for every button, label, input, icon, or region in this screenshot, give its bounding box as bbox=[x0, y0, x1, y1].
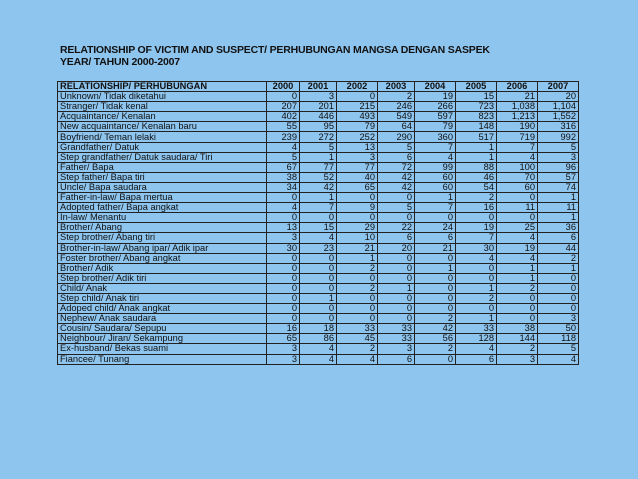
relationship-cell: Cousin/ Saudara/ Sepupu bbox=[58, 324, 267, 334]
count-cell: 2 bbox=[415, 314, 456, 324]
table-row bbox=[58, 203, 579, 213]
count-cell: 20 bbox=[538, 92, 579, 102]
count-cell: 446 bbox=[300, 112, 337, 122]
count-cell: 16 bbox=[267, 324, 300, 334]
count-cell: 1 bbox=[378, 283, 415, 293]
count-cell: 1 bbox=[300, 152, 337, 162]
header-relationship: RELATIONSHIP/ PERHUBUNGAN bbox=[58, 82, 267, 92]
count-cell: 95 bbox=[300, 122, 337, 132]
title-line-1: RELATIONSHIP OF VICTIM AND SUSPECT/ PERHUBUNGAN MANGSA DENGAN SASPEK bbox=[60, 44, 490, 56]
count-cell: 4 bbox=[497, 152, 538, 162]
count-cell: 0 bbox=[378, 253, 415, 263]
count-cell: 4 bbox=[497, 253, 538, 263]
count-cell: 70 bbox=[497, 172, 538, 182]
count-cell: 0 bbox=[415, 213, 456, 223]
count-cell: 3 bbox=[538, 314, 579, 324]
table-row bbox=[58, 112, 579, 122]
count-cell: 4 bbox=[300, 354, 337, 364]
count-cell: 1,104 bbox=[538, 102, 579, 112]
count-cell: 0 bbox=[415, 293, 456, 303]
count-cell: 18 bbox=[300, 324, 337, 334]
count-cell: 33 bbox=[378, 324, 415, 334]
table-row bbox=[58, 334, 579, 344]
count-cell: 7 bbox=[415, 203, 456, 213]
count-cell: 215 bbox=[337, 102, 378, 112]
relationship-cell: Step grandfather/ Datuk saudara/ Tiri bbox=[58, 152, 267, 162]
count-cell: 2 bbox=[337, 283, 378, 293]
count-cell: 21 bbox=[337, 243, 378, 253]
count-cell: 0 bbox=[378, 293, 415, 303]
count-cell: 0 bbox=[337, 92, 378, 102]
relationship-cell: Brother-in-law/ Abang ipar/ Adik ipar bbox=[58, 243, 267, 253]
count-cell: 266 bbox=[415, 102, 456, 112]
count-cell: 46 bbox=[456, 172, 497, 182]
count-cell: 24 bbox=[415, 223, 456, 233]
count-cell: 144 bbox=[497, 334, 538, 344]
count-cell: 0 bbox=[300, 263, 337, 273]
count-cell: 0 bbox=[337, 193, 378, 203]
count-cell: 79 bbox=[337, 122, 378, 132]
table-body bbox=[58, 92, 579, 365]
count-cell: 2 bbox=[415, 344, 456, 354]
count-cell: 2 bbox=[456, 293, 497, 303]
count-cell: 0 bbox=[300, 314, 337, 324]
count-cell: 100 bbox=[497, 162, 538, 172]
count-cell: 77 bbox=[300, 162, 337, 172]
count-cell: 33 bbox=[378, 334, 415, 344]
count-cell: 19 bbox=[497, 243, 538, 253]
count-cell: 30 bbox=[267, 243, 300, 253]
table-row bbox=[58, 304, 579, 314]
count-cell: 4 bbox=[456, 253, 497, 263]
count-cell: 723 bbox=[456, 102, 497, 112]
table-row bbox=[58, 314, 579, 324]
count-cell: 4 bbox=[300, 233, 337, 243]
count-cell: 9 bbox=[337, 203, 378, 213]
count-cell: 0 bbox=[337, 304, 378, 314]
relationship-cell: Step brother/ Abang tiri bbox=[58, 233, 267, 243]
count-cell: 0 bbox=[456, 213, 497, 223]
count-cell: 6 bbox=[378, 233, 415, 243]
count-cell: 0 bbox=[415, 253, 456, 263]
table-row bbox=[58, 162, 579, 172]
count-cell: 0 bbox=[337, 273, 378, 283]
count-cell: 77 bbox=[337, 162, 378, 172]
table-row bbox=[58, 193, 579, 203]
count-cell: 0 bbox=[497, 314, 538, 324]
count-cell: 5 bbox=[267, 152, 300, 162]
count-cell: 0 bbox=[300, 304, 337, 314]
count-cell: 7 bbox=[300, 203, 337, 213]
count-cell: 0 bbox=[378, 314, 415, 324]
count-cell: 493 bbox=[337, 112, 378, 122]
relationship-cell: Unknown/ Tidak diketahui bbox=[58, 92, 267, 102]
relationship-cell: Step brother/ Adik tiri bbox=[58, 273, 267, 283]
count-cell: 0 bbox=[378, 213, 415, 223]
count-cell: 290 bbox=[378, 132, 415, 142]
count-cell: 201 bbox=[300, 102, 337, 112]
count-cell: 4 bbox=[538, 354, 579, 364]
count-cell: 52 bbox=[300, 172, 337, 182]
count-cell: 402 bbox=[267, 112, 300, 122]
count-cell: 50 bbox=[538, 324, 579, 334]
count-cell: 0 bbox=[267, 193, 300, 203]
count-cell: 1 bbox=[538, 263, 579, 273]
table-row bbox=[58, 233, 579, 243]
count-cell: 36 bbox=[538, 223, 579, 233]
count-cell: 21 bbox=[415, 243, 456, 253]
count-cell: 2 bbox=[497, 283, 538, 293]
count-cell: 0 bbox=[337, 213, 378, 223]
count-cell: 0 bbox=[267, 253, 300, 263]
table-row bbox=[58, 142, 579, 152]
count-cell: 0 bbox=[267, 304, 300, 314]
count-cell: 0 bbox=[267, 92, 300, 102]
count-cell: 5 bbox=[378, 203, 415, 213]
count-cell: 5 bbox=[378, 142, 415, 152]
count-cell: 60 bbox=[497, 182, 538, 192]
relationship-cell: Stranger/ Tidak kenal bbox=[58, 102, 267, 112]
count-cell: 1 bbox=[538, 213, 579, 223]
count-cell: 13 bbox=[337, 142, 378, 152]
count-cell: 1 bbox=[538, 193, 579, 203]
count-cell: 3 bbox=[497, 354, 538, 364]
count-cell: 0 bbox=[300, 283, 337, 293]
count-cell: 360 bbox=[415, 132, 456, 142]
count-cell: 56 bbox=[415, 334, 456, 344]
count-cell: 67 bbox=[267, 162, 300, 172]
relationship-cell: Adoped child/ Anak angkat bbox=[58, 304, 267, 314]
title-line-2: YEAR/ TAHUN 2000-2007 bbox=[60, 56, 180, 68]
count-cell: 2 bbox=[337, 263, 378, 273]
count-cell: 60 bbox=[415, 172, 456, 182]
count-cell: 0 bbox=[267, 283, 300, 293]
count-cell: 42 bbox=[415, 324, 456, 334]
count-cell: 6 bbox=[456, 354, 497, 364]
count-cell: 1 bbox=[497, 273, 538, 283]
count-cell: 1 bbox=[415, 193, 456, 203]
relationship-cell: Foster brother/ Abang angkat bbox=[58, 253, 267, 263]
count-cell: 42 bbox=[300, 182, 337, 192]
count-cell: 1,552 bbox=[538, 112, 579, 122]
page-title bbox=[60, 44, 620, 68]
count-cell: 0 bbox=[337, 314, 378, 324]
count-cell: 1 bbox=[497, 263, 538, 273]
count-cell: 1 bbox=[456, 152, 497, 162]
count-cell: 252 bbox=[337, 132, 378, 142]
table-row bbox=[58, 283, 579, 293]
count-cell: 1,038 bbox=[497, 102, 538, 112]
table-row bbox=[58, 344, 579, 354]
count-cell: 1 bbox=[300, 293, 337, 303]
count-cell: 0 bbox=[267, 263, 300, 273]
count-cell: 1,213 bbox=[497, 112, 538, 122]
count-cell: 0 bbox=[497, 193, 538, 203]
count-cell: 0 bbox=[300, 213, 337, 223]
relationship-cell: Father/ Bapa bbox=[58, 162, 267, 172]
table-row bbox=[58, 152, 579, 162]
relationship-cell: Grandfather/ Datuk bbox=[58, 142, 267, 152]
count-cell: 2 bbox=[337, 344, 378, 354]
count-cell: 5 bbox=[538, 142, 579, 152]
header-2005: 2005 bbox=[456, 82, 497, 92]
count-cell: 38 bbox=[267, 172, 300, 182]
count-cell: 44 bbox=[538, 243, 579, 253]
count-cell: 7 bbox=[456, 233, 497, 243]
relationship-cell: In-law/ Menantu bbox=[58, 213, 267, 223]
relationship-cell: Acquaintance/ Kenalan bbox=[58, 112, 267, 122]
count-cell: 4 bbox=[300, 344, 337, 354]
header-2004: 2004 bbox=[415, 82, 456, 92]
relationship-cell: New acquaintance/ Kenalan baru bbox=[58, 122, 267, 132]
count-cell: 6 bbox=[415, 233, 456, 243]
relationship-cell: Ex-husband/ Bekas suami bbox=[58, 344, 267, 354]
count-cell: 25 bbox=[497, 223, 538, 233]
header-2006: 2006 bbox=[497, 82, 538, 92]
count-cell: 272 bbox=[300, 132, 337, 142]
count-cell: 0 bbox=[378, 263, 415, 273]
count-cell: 1 bbox=[300, 193, 337, 203]
relationship-cell: Nephew/ Anak saudara bbox=[58, 314, 267, 324]
count-cell: 0 bbox=[378, 193, 415, 203]
count-cell: 0 bbox=[497, 304, 538, 314]
count-cell: 40 bbox=[337, 172, 378, 182]
relationship-cell: Adopted father/ Bapa angkat bbox=[58, 203, 267, 213]
header-2002: 2002 bbox=[337, 82, 378, 92]
count-cell: 118 bbox=[538, 334, 579, 344]
table-row bbox=[58, 132, 579, 142]
table-row bbox=[58, 172, 579, 182]
count-cell: 19 bbox=[456, 223, 497, 233]
count-cell: 3 bbox=[337, 152, 378, 162]
count-cell: 0 bbox=[538, 273, 579, 283]
count-cell: 2 bbox=[456, 193, 497, 203]
count-cell: 3 bbox=[378, 344, 415, 354]
count-cell: 0 bbox=[267, 293, 300, 303]
count-cell: 3 bbox=[267, 354, 300, 364]
count-cell: 86 bbox=[300, 334, 337, 344]
count-cell: 3 bbox=[267, 233, 300, 243]
count-cell: 148 bbox=[456, 122, 497, 132]
count-cell: 64 bbox=[378, 122, 415, 132]
table-row bbox=[58, 102, 579, 112]
count-cell: 3 bbox=[538, 152, 579, 162]
count-cell: 45 bbox=[337, 334, 378, 344]
count-cell: 0 bbox=[456, 263, 497, 273]
count-cell: 42 bbox=[378, 182, 415, 192]
count-cell: 79 bbox=[415, 122, 456, 132]
header-2001: 2001 bbox=[300, 82, 337, 92]
relationship-cell: Boyfriend/ Teman lelaki bbox=[58, 132, 267, 142]
count-cell: 1 bbox=[456, 283, 497, 293]
count-cell: 72 bbox=[378, 162, 415, 172]
table-row bbox=[58, 122, 579, 132]
count-cell: 96 bbox=[538, 162, 579, 172]
count-cell: 99 bbox=[415, 162, 456, 172]
count-cell: 549 bbox=[378, 112, 415, 122]
relationship-cell: Child/ Anak bbox=[58, 283, 267, 293]
count-cell: 0 bbox=[267, 213, 300, 223]
count-cell: 6 bbox=[378, 152, 415, 162]
count-cell: 57 bbox=[538, 172, 579, 182]
count-cell: 11 bbox=[497, 203, 538, 213]
count-cell: 0 bbox=[538, 293, 579, 303]
count-cell: 7 bbox=[497, 142, 538, 152]
count-cell: 0 bbox=[497, 293, 538, 303]
count-cell: 29 bbox=[337, 223, 378, 233]
count-cell: 316 bbox=[538, 122, 579, 132]
count-cell: 0 bbox=[538, 283, 579, 293]
count-cell: 15 bbox=[300, 223, 337, 233]
header-2000: 2000 bbox=[267, 82, 300, 92]
table-row bbox=[58, 293, 579, 303]
count-cell: 65 bbox=[267, 334, 300, 344]
count-cell: 22 bbox=[378, 223, 415, 233]
relationship-cell: Neighbour/ Jiran/ Sekampung bbox=[58, 334, 267, 344]
count-cell: 65 bbox=[337, 182, 378, 192]
count-cell: 0 bbox=[267, 314, 300, 324]
count-cell: 4 bbox=[267, 142, 300, 152]
table-row bbox=[58, 223, 579, 233]
table-row bbox=[58, 243, 579, 253]
count-cell: 6 bbox=[378, 354, 415, 364]
table-row bbox=[58, 182, 579, 192]
count-cell: 88 bbox=[456, 162, 497, 172]
relationship-cell: Father-in-law/ Bapa mertua bbox=[58, 193, 267, 203]
count-cell: 823 bbox=[456, 112, 497, 122]
count-cell: 4 bbox=[267, 203, 300, 213]
count-cell: 1 bbox=[456, 142, 497, 152]
count-cell: 19 bbox=[415, 92, 456, 102]
relationship-table bbox=[57, 81, 579, 365]
count-cell: 0 bbox=[415, 304, 456, 314]
count-cell: 4 bbox=[337, 354, 378, 364]
count-cell: 128 bbox=[456, 334, 497, 344]
relationship-cell: Step child/ Anak tiri bbox=[58, 293, 267, 303]
count-cell: 0 bbox=[337, 293, 378, 303]
count-cell: 4 bbox=[415, 152, 456, 162]
count-cell: 30 bbox=[456, 243, 497, 253]
header-2007: 2007 bbox=[538, 82, 579, 92]
count-cell: 33 bbox=[456, 324, 497, 334]
count-cell: 34 bbox=[267, 182, 300, 192]
count-cell: 0 bbox=[415, 283, 456, 293]
count-cell: 3 bbox=[300, 92, 337, 102]
count-cell: 0 bbox=[538, 304, 579, 314]
count-cell: 16 bbox=[456, 203, 497, 213]
relationship-cell: Brother/ Adik bbox=[58, 263, 267, 273]
count-cell: 4 bbox=[456, 344, 497, 354]
count-cell: 0 bbox=[300, 253, 337, 263]
count-cell: 246 bbox=[378, 102, 415, 112]
count-cell: 2 bbox=[538, 253, 579, 263]
count-cell: 0 bbox=[267, 273, 300, 283]
count-cell: 2 bbox=[497, 344, 538, 354]
count-cell: 21 bbox=[497, 92, 538, 102]
count-cell: 3 bbox=[267, 344, 300, 354]
count-cell: 597 bbox=[415, 112, 456, 122]
table-row bbox=[58, 253, 579, 263]
table-row bbox=[58, 324, 579, 334]
table-row bbox=[58, 354, 579, 364]
table-row bbox=[58, 213, 579, 223]
relationship-cell: Brother/ Abang bbox=[58, 223, 267, 233]
count-cell: 10 bbox=[337, 233, 378, 243]
count-cell: 0 bbox=[456, 304, 497, 314]
count-cell: 2 bbox=[378, 92, 415, 102]
count-cell: 0 bbox=[378, 273, 415, 283]
count-cell: 7 bbox=[415, 142, 456, 152]
count-cell: 5 bbox=[538, 344, 579, 354]
count-cell: 23 bbox=[300, 243, 337, 253]
count-cell: 0 bbox=[415, 354, 456, 364]
count-cell: 20 bbox=[378, 243, 415, 253]
table-row bbox=[58, 273, 579, 283]
count-cell: 6 bbox=[538, 233, 579, 243]
count-cell: 33 bbox=[337, 324, 378, 334]
count-cell: 55 bbox=[267, 122, 300, 132]
table-row bbox=[58, 92, 579, 102]
count-cell: 0 bbox=[456, 273, 497, 283]
count-cell: 207 bbox=[267, 102, 300, 112]
count-cell: 11 bbox=[538, 203, 579, 213]
count-cell: 0 bbox=[497, 213, 538, 223]
count-cell: 517 bbox=[456, 132, 497, 142]
table-header-row bbox=[58, 82, 579, 92]
count-cell: 54 bbox=[456, 182, 497, 192]
count-cell: 239 bbox=[267, 132, 300, 142]
count-cell: 38 bbox=[497, 324, 538, 334]
count-cell: 719 bbox=[497, 132, 538, 142]
count-cell: 15 bbox=[456, 92, 497, 102]
count-cell: 992 bbox=[538, 132, 579, 142]
relationship-cell: Fiancee/ Tunang bbox=[58, 354, 267, 364]
count-cell: 60 bbox=[415, 182, 456, 192]
count-cell: 74 bbox=[538, 182, 579, 192]
count-cell: 190 bbox=[497, 122, 538, 132]
count-cell: 0 bbox=[300, 273, 337, 283]
relationship-cell: Step father/ Bapa tiri bbox=[58, 172, 267, 182]
count-cell: 1 bbox=[337, 253, 378, 263]
header-2003: 2003 bbox=[378, 82, 415, 92]
count-cell: 0 bbox=[378, 304, 415, 314]
count-cell: 1 bbox=[456, 314, 497, 324]
table-row bbox=[58, 263, 579, 273]
count-cell: 4 bbox=[497, 233, 538, 243]
count-cell: 0 bbox=[415, 273, 456, 283]
count-cell: 1 bbox=[415, 263, 456, 273]
count-cell: 13 bbox=[267, 223, 300, 233]
count-cell: 5 bbox=[300, 142, 337, 152]
count-cell: 42 bbox=[378, 172, 415, 182]
relationship-cell: Uncle/ Bapa saudara bbox=[58, 182, 267, 192]
